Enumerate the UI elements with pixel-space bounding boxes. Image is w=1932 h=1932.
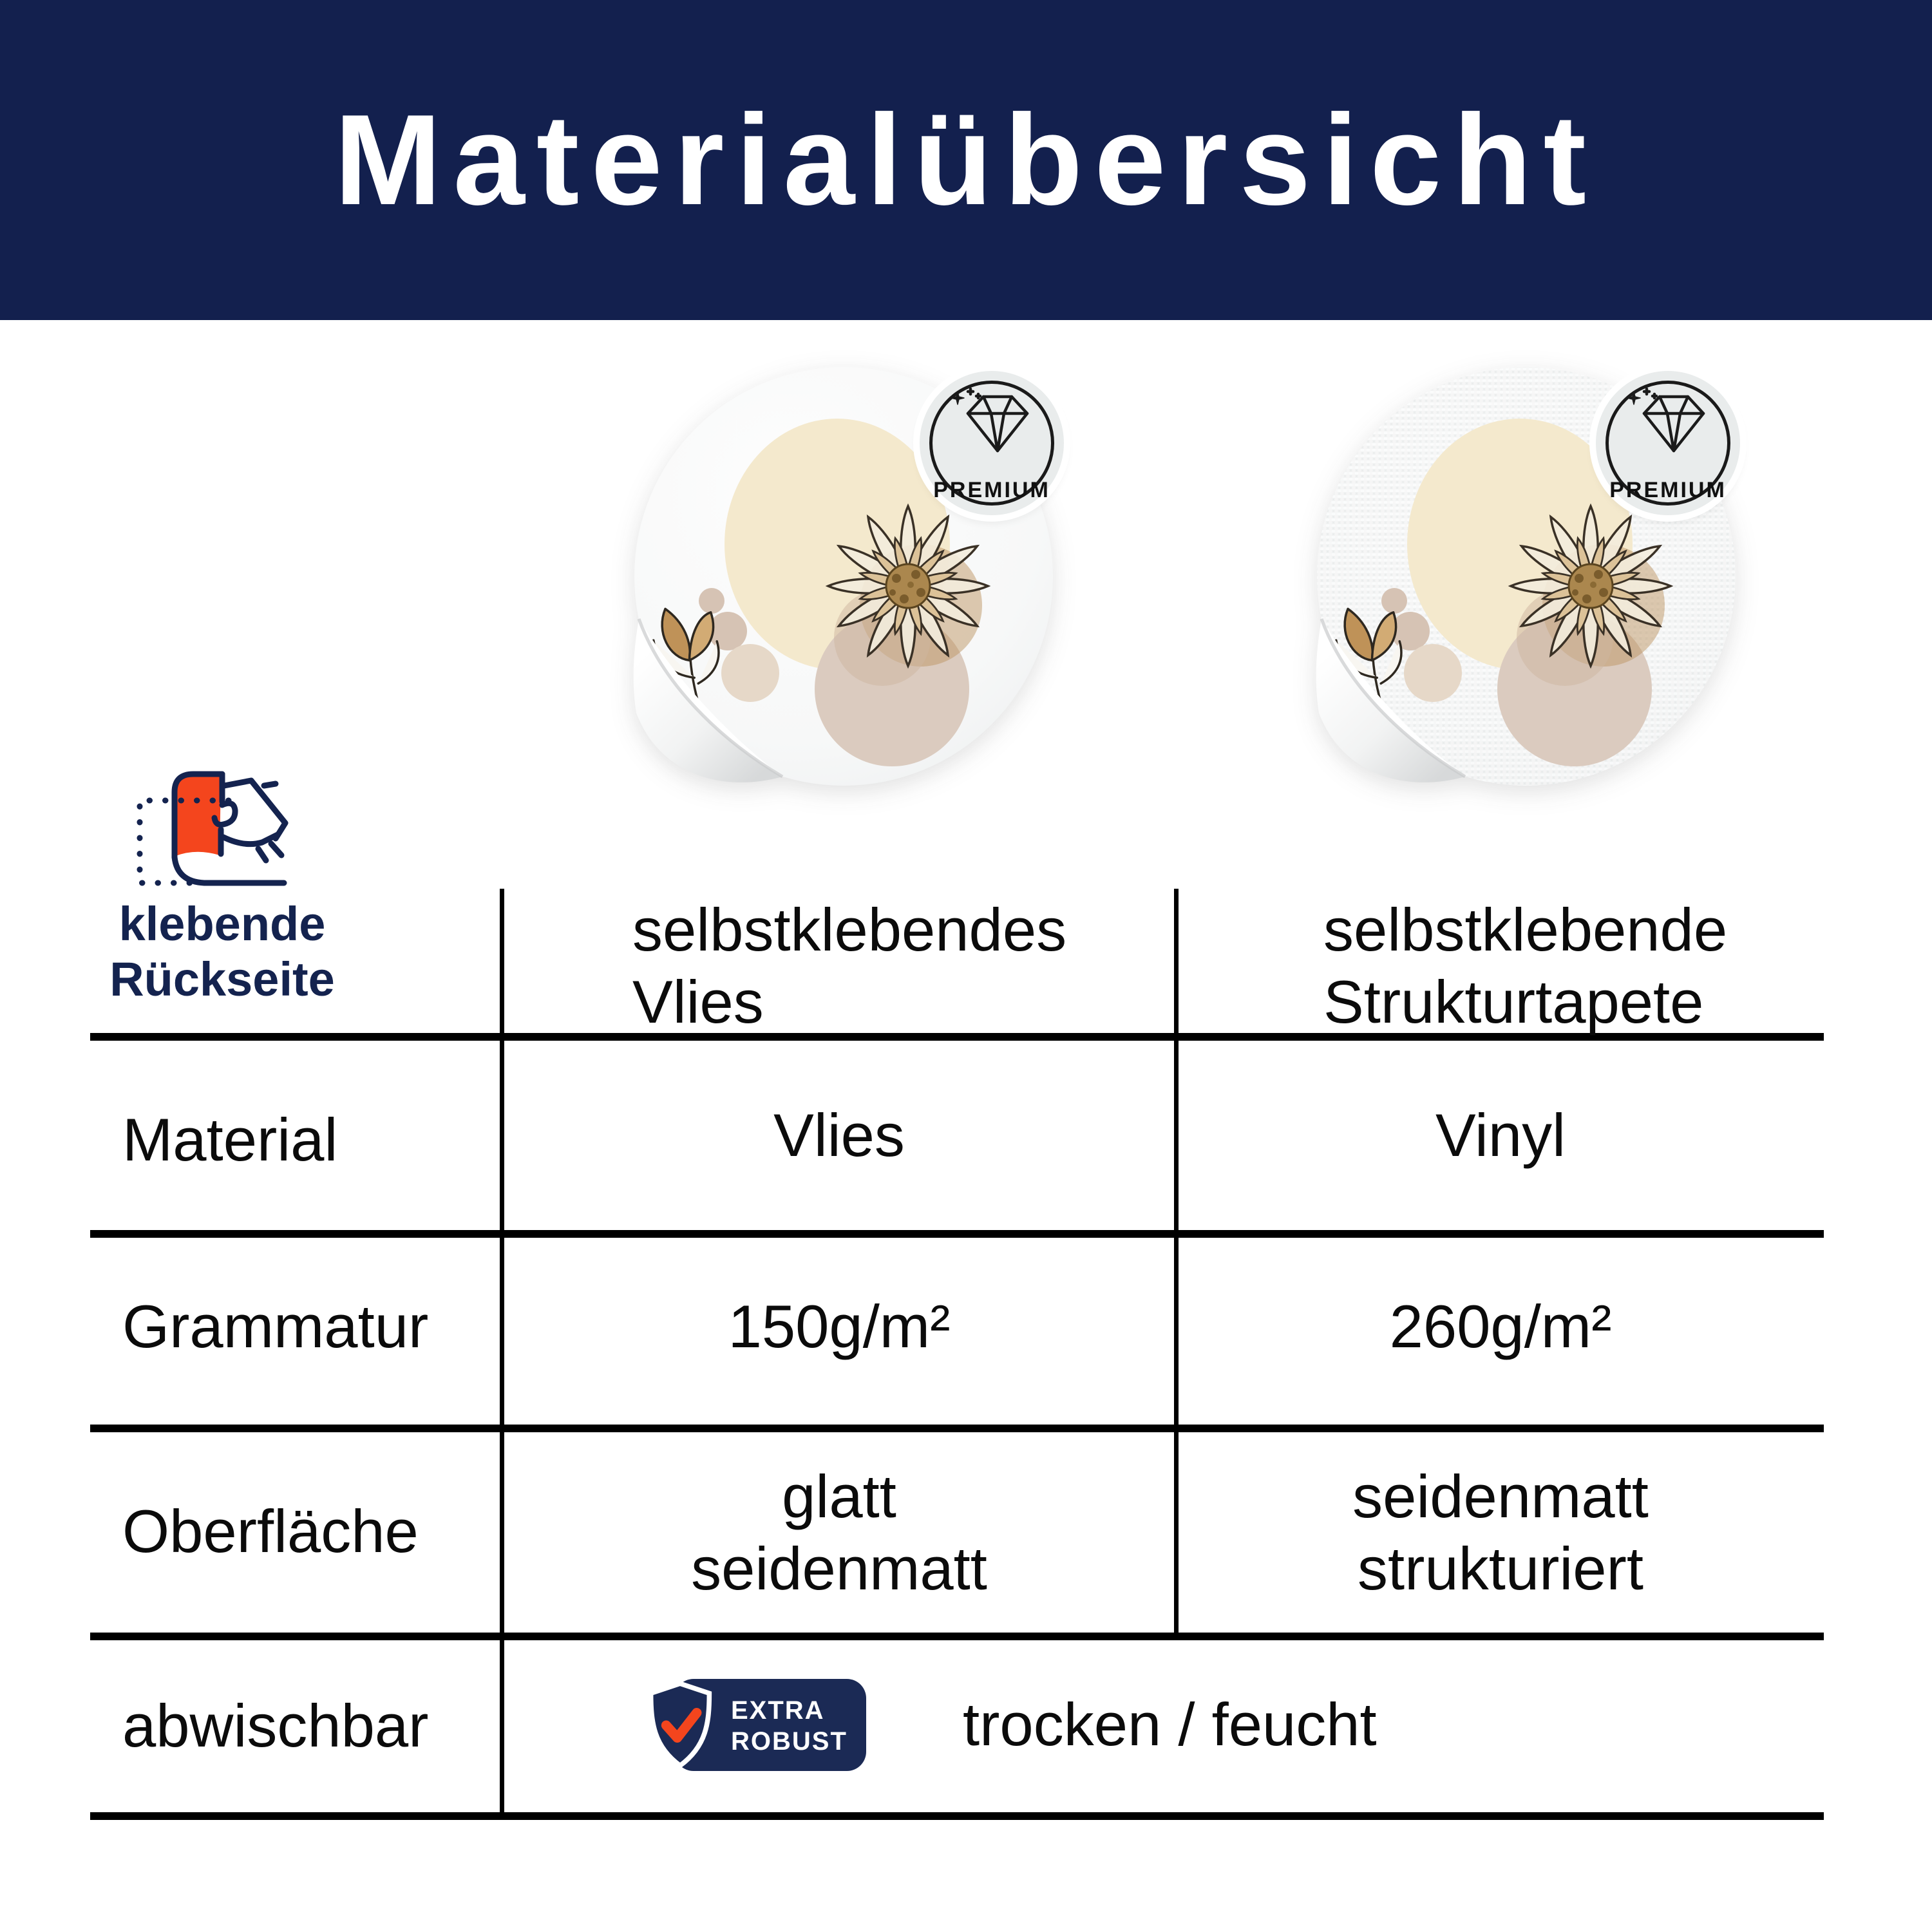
value-oberflaeche-col1 [691, 1461, 987, 1605]
extra-robust-label [731, 1695, 848, 1757]
header-band [0, 0, 1932, 320]
value-line: glatt [782, 1463, 896, 1530]
diamond-icon [943, 386, 1040, 459]
column-header-line: selbstklebendes [632, 896, 1067, 963]
column-header-line: Vlies [632, 968, 764, 1036]
extra-robust-line2: ROBUST [731, 1727, 848, 1756]
extra-robust-line1: EXTRA [731, 1696, 825, 1725]
value-line: seidenmatt [691, 1535, 987, 1602]
table-vline-2 [1174, 889, 1179, 1640]
value-line: strukturiert [1358, 1535, 1643, 1602]
row-label-oberflaeche: Oberfläche [122, 1497, 419, 1565]
table-hline-5 [90, 1812, 1824, 1820]
column-header-line: selbstklebende [1323, 896, 1728, 963]
premium-badge-label: PREMIUM [933, 478, 1050, 502]
value-material-col1: Vlies [773, 1101, 905, 1169]
value-material-col2: Vinyl [1435, 1101, 1566, 1169]
row-label-abwischbar: abwischbar [122, 1692, 429, 1759]
corner-label [90, 896, 354, 1007]
extra-robust-badge [674, 1679, 866, 1771]
value-line: seidenmatt [1352, 1463, 1649, 1530]
column-header-strukturtapete [1323, 894, 1727, 1038]
table-hline-2 [90, 1230, 1824, 1238]
premium-badge-label: PREMIUM [1609, 478, 1727, 502]
value-grammatur-col1: 150g/m² [728, 1293, 951, 1360]
column-header-vlies [632, 894, 1066, 1038]
value-oberflaeche-col2 [1352, 1461, 1649, 1605]
table-hline-3 [90, 1425, 1824, 1432]
adhesive-backing-icon [119, 766, 306, 889]
page-title: Materialübersicht [334, 88, 1598, 232]
corner-label-line1: klebende [118, 897, 326, 951]
column-header-line: Strukturtapete [1323, 968, 1704, 1036]
value-abwischbar: trocken / feucht [963, 1690, 1377, 1758]
value-grammatur-col2: 260g/m² [1389, 1293, 1612, 1360]
premium-badge [920, 371, 1064, 515]
corner-label-line2: Rückseite [109, 952, 335, 1006]
row-label-material: Material [122, 1106, 338, 1173]
premium-badge [1596, 371, 1740, 515]
shield-check-icon [645, 1680, 715, 1770]
diamond-icon [1620, 386, 1716, 459]
row-label-grammatur: Grammatur [122, 1293, 429, 1360]
table-vline-1 [500, 889, 504, 1820]
table-hline-4 [90, 1633, 1824, 1640]
